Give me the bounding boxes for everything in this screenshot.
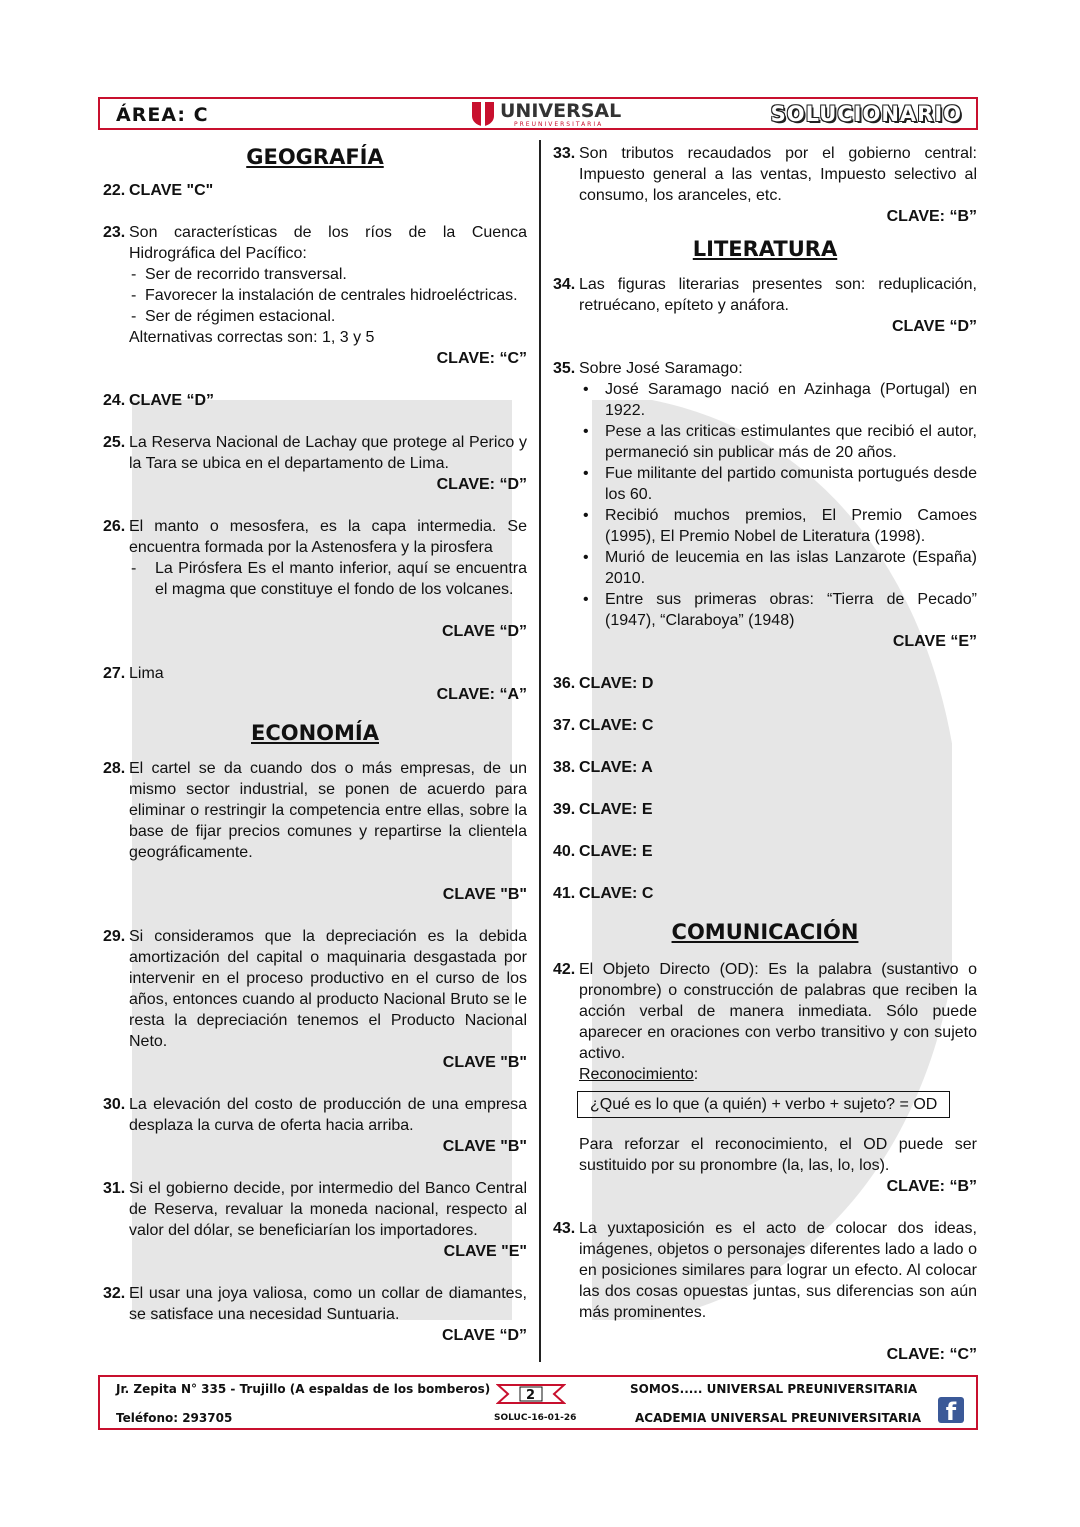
page-footer [98,1375,978,1430]
question-29 [103,926,527,1073]
od-formula-box: ¿Qué es lo que (a quién) + verbo + sujeto? = OD [577,1091,950,1118]
question-41 [553,883,977,904]
recognition-label: Reconocimiento [579,1066,694,1083]
facebook-icon[interactable]: f [938,1397,964,1423]
question-number: 36. [553,675,576,692]
section-title-geografia: GEOGRAFÍA [246,145,384,169]
question-text: El manto o mesosfera, es la capa intermedia. Se encuentra formada por la Astenosfera y la pirosfera [129,518,527,556]
question-text: Son tributos recaudados por el gobierno central: Impuesto general a las ventas, Impuesto selectivo al consumo, los aranceles, etc. [579,145,977,204]
question-34 [553,274,977,337]
question-number: 27. [103,665,126,682]
answer-key: CLAVE “D” [441,623,527,640]
question-text: La yuxtaposición es el acto de colocar dos ideas, imágenes, objetos o personajes diferentes lado a lado o en posiciones similares para lograr un efecto. Al colocar las dos cosas opuestas juntas, sus diferencias son aún más prominentes. [579,1220,977,1321]
answer-key: CLAVE: “D” [436,476,527,493]
footer-address: Jr. Zepita N° 335 - Trujillo (A espaldas de los bomberos) [116,1382,491,1396]
brand-name: UNIVERSAL [500,100,622,122]
question-number: 35. [553,360,576,377]
answer-key: CLAVE: A [579,759,653,776]
question-40 [553,841,977,862]
question-number: 37. [553,717,576,734]
answer-key: CLAVE "B" [442,1054,527,1071]
answer-key: CLAVE “D” [891,318,977,335]
shield-logo-icon [470,101,496,127]
question-number: 39. [553,801,576,818]
answer-key: CLAVE: “B” [886,208,977,225]
question-text: Si el gobierno decide, por intermedio del Banco Central de Reserva, revaluar la moneda nacional, respecto al valor del dólar, se beneficiarían los importadores. [129,1180,527,1239]
list-item: • Fue militante del partido comunista portugués desde los 60. [579,463,977,505]
question-23 [103,222,527,369]
list-item: • Entre sus primeras obras: “Tierra de Pecado” (1947), “Claraboya” (1948) [579,589,977,631]
page-number: 2 [526,1388,536,1403]
question-number: 28. [103,760,126,777]
footer-academy: ACADEMIA UNIVERSAL PREUNIVERSITARIA [635,1411,921,1425]
column-divider [539,140,541,1362]
question-number: 34. [553,276,576,293]
question-24 [103,390,527,411]
question-35 [553,358,977,379]
answer-key: CLAVE: C [579,885,654,902]
answer-key: CLAVE "C" [129,182,214,199]
document-code: SOLUC-16-01-26 [494,1413,577,1423]
answer-key: CLAVE: E [579,801,653,818]
question-number: 29. [103,928,126,945]
answer-key: CLAVE: “C” [886,1346,977,1363]
page-header [98,97,978,130]
answer-key: CLAVE: “B” [886,1178,977,1195]
answer-key: CLAVE "B" [442,1138,527,1155]
section-title-comunicacion: COMUNICACIÓN [671,920,859,944]
list-item: - Ser de recorrido transversal. [129,264,527,285]
question-number: 22. [103,182,126,199]
answer-key: CLAVE “D” [129,392,215,409]
right-column [553,143,977,1365]
question-text: La Reserva Nacional de Lachay que protege al Perico y la Tara se ubica en el departamento de Lima. [129,434,527,472]
answer-key: CLAVE “E” [892,633,977,650]
answer-key: CLAVE: D [579,675,654,692]
question-number: 41. [553,885,576,902]
footer-phone: Teléfono: 293705 [116,1411,233,1425]
question-26 [103,516,527,642]
question-number: 40. [553,843,576,860]
area-label: ÁREA: C [116,104,209,126]
list-item: • José Saramago nació en Azinhaga (Portugal) en 1922. [579,379,977,421]
question-number: 32. [103,1285,126,1302]
question-number: 23. [103,224,126,241]
section-title-economia: ECONOMÍA [251,721,379,745]
question-number: 30. [103,1096,126,1113]
question-number: 43. [553,1220,576,1237]
list-item: - Ser de régimen estacional. [129,306,527,327]
list-item: - La Pirósfera Es el manto inferior, aquí se encuentra el magma que constituye el fondo de los volcanes. [129,558,527,600]
answer-key: CLAVE "B" [442,886,527,903]
question-text: Son características de los ríos de la Cuenca Hidrográfica del Pacífico: [129,224,527,262]
answer-key: CLAVE "E" [443,1243,527,1260]
question-42 [553,959,977,1085]
question-37 [553,715,977,736]
answer-key: CLAVE: C [579,717,654,734]
question-42-continued [553,1134,977,1197]
question-number: 31. [103,1180,126,1197]
list-item: • Pese a las criticas estimulantes que recibió el autor, permaneció sin publicar más de 20 años. [579,421,977,463]
question-36 [553,673,977,694]
list-item: - Favorecer la instalación de centrales hidroeléctricas. [129,285,527,306]
question-number: 33. [553,145,576,162]
question-30 [103,1094,527,1157]
question-number: 26. [103,518,126,535]
question-text: Sobre José Saramago: [579,360,743,377]
question-28 [103,758,527,905]
question-number: 24. [103,392,126,409]
list-item: • Murió de leucemia en las islas Lanzarote (España) 2010. [579,547,977,589]
alternatives-text: Alternativas correctas son: 1, 3 y 5 [129,329,375,346]
question-text: El cartel se da cuando dos o más empresas, de un mismo sector industrial, se ponen de acuerdo para eliminar o restringir la competencia entre ellas, sobre la base de fijar precios comunes y repartirse la clientela geográficamente. [129,760,527,861]
question-number: 38. [553,759,576,776]
saramago-list [553,379,977,631]
question-22 [103,180,527,201]
answer-key: CLAVE: “C” [436,350,527,367]
question-number: 42. [553,961,576,978]
footer-slogan: SOMOS..... UNIVERSAL PREUNIVERSITARIA [630,1382,918,1396]
question-43 [553,1218,977,1365]
recognition-colon: : [693,1066,699,1083]
answer-key: CLAVE: “A” [436,686,527,703]
question-38 [553,757,977,778]
section-title-literatura: LITERATURA [692,237,838,261]
brand-subtitle: PREUNIVERSITARIA [514,121,604,128]
question-text: Lima [129,665,164,682]
question-text: La elevación del costo de producción de una empresa desplaza la curva de oferta hacia arriba. [129,1096,527,1134]
answer-key: CLAVE “D” [441,1327,527,1344]
question-27 [103,663,527,705]
question-text: El usar una joya valiosa, como un collar de diamantes, se satisface una necesidad Suntuaria. [129,1285,527,1323]
question-33 [553,143,977,227]
question-text: Si consideramos que la depreciación es la debida amortización del capital o maquinaria desgastada por intervenir en el proceso productivo en el curso de los años, entonces cuando al producto Nacional Bruto se le resta la depreciación tenemos el Producto Nacional Neto. [129,928,527,1050]
left-column [103,143,527,1346]
question-31 [103,1178,527,1262]
question-32 [103,1283,527,1346]
question-text: Para reforzar el reconocimiento, el OD puede ser sustituido por su pronombre (la, las, lo, los). [579,1136,977,1174]
question-text: El Objeto Directo (OD): Es la palabra (sustantivo o pronombre) o construcción de palabras que reciben la acción verbal de manera inmediata. Sólo puede aparecer en oraciones con verbo transitivo y con sujeto activo. [579,961,977,1062]
question-25 [103,432,527,495]
question-39 [553,799,977,820]
list-item: • Recibió muchos premios, El Premio Camoes (1995), El Premio Nobel de Literatura (1998). [579,505,977,547]
answer-key: CLAVE: E [579,843,653,860]
question-text: Las figuras literarias presentes son: reduplicación, retruécano, epíteto y anáfora. [579,276,977,314]
question-number: 25. [103,434,126,451]
document-title: SOLUCIONARIO [770,102,962,126]
